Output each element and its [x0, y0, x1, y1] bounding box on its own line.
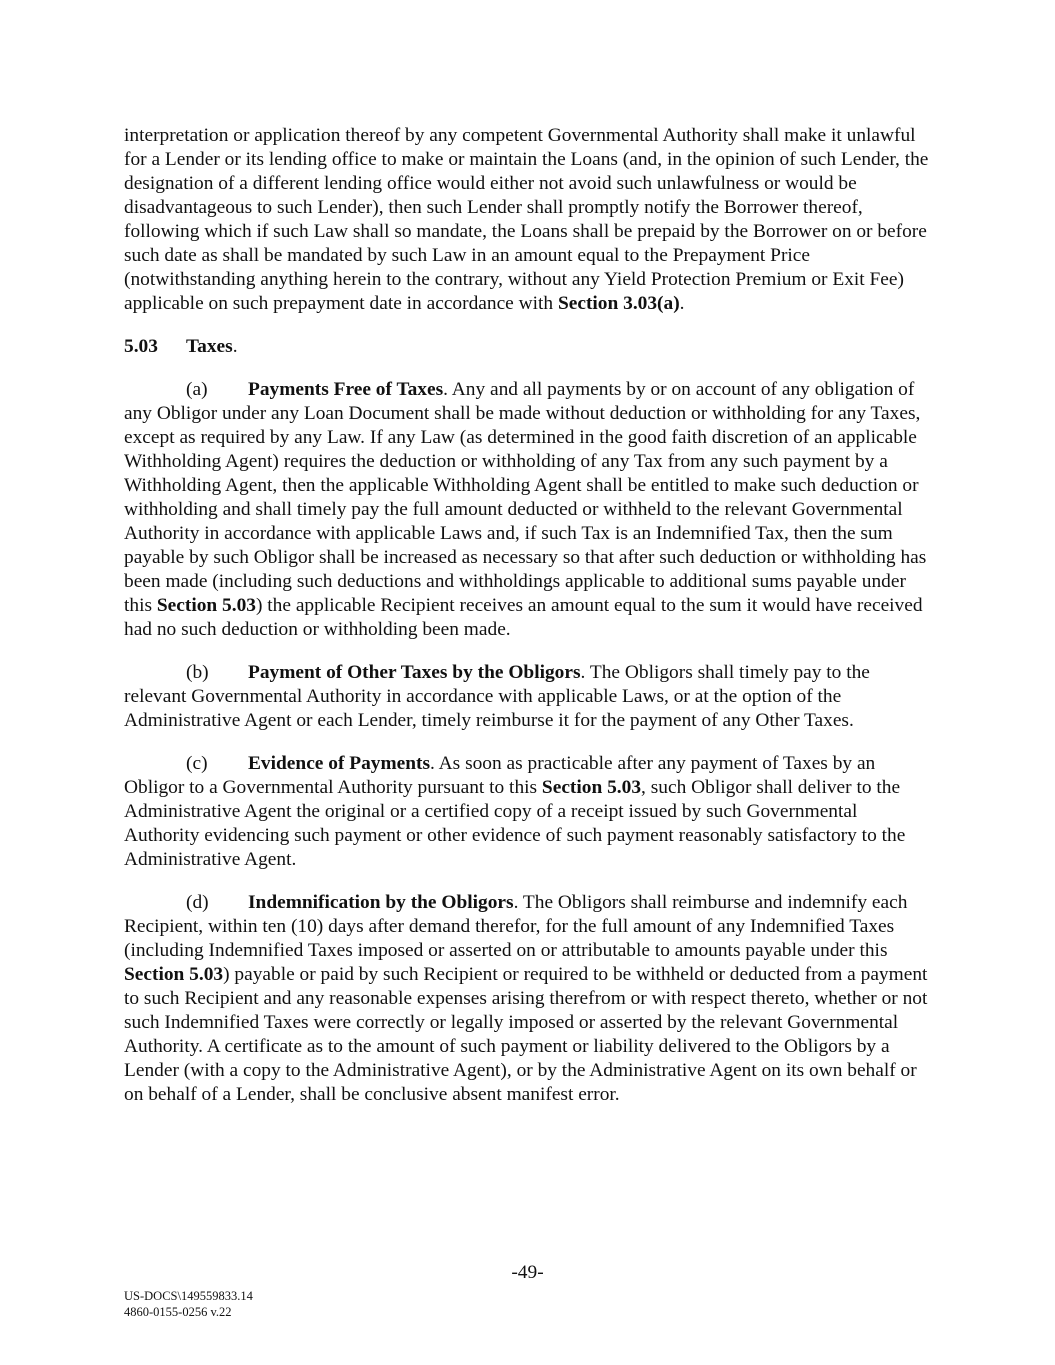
subsection-title: Indemnification by the Obligors	[248, 892, 514, 913]
subsection-title: Payments Free of Taxes	[248, 379, 444, 400]
section-reference: Section 5.03	[124, 964, 224, 985]
section-number: 5.03	[124, 336, 158, 357]
document-body	[124, 124, 934, 1126]
subsection-label: (a)	[186, 379, 208, 400]
subsection-label: (c)	[186, 753, 208, 774]
section-title: Taxes	[186, 336, 233, 357]
continuation-paragraph: interpretation or application thereof by any competent Governmental Authority shall make it unlawful for a Lender or its lending office to make or maintain the Loans (and, in the opinion of such Lender, the designation of a different lending office would either not avoid such unlawfulness or would be disadvantageous to such Lender), then such Lender shall promptly notify the Borrower thereof, following which if such Law shall so mandate, the Loans shall be prepaid by the Borrower on or before such date as shall be mandated by such Law in an amount equal to the Prepayment Price (notwithstanding anything herein to the contrary, without any Yield Protection Premium or Exit Fee) applicable on such prepayment date in accordance with Section 3.03(a).	[124, 125, 929, 314]
subsection-b: (b) Payment of Other Taxes by the Obligors. The Obligors shall timely pay to the relevant Governmental Authority in accordance with applicable Laws, or at the option of the Administrative Agent or each Lender, timely reimburse it for the payment of any Other Taxes.	[124, 662, 870, 731]
section-heading: 5.03 Taxes.	[124, 336, 238, 357]
subsection-c: (c) Evidence of Payments. As soon as practicable after any payment of Taxes by an Obligor to a Governmental Authority pursuant to this Section 5.03, such Obligor shall deliver to the Administrative Agent the original or a certified copy of a receipt issued by such Governmental Authority evidencing such payment or other evidence of such payment reasonably satisfactory to the Administrative Agent.	[124, 753, 906, 870]
page-number: -49-	[511, 1262, 544, 1283]
doc-version: 4860-0155-0256 v.22	[124, 1305, 232, 1319]
section-reference: Section 3.03(a)	[557, 293, 680, 314]
section-reference: Section 5.03	[156, 595, 256, 616]
subsection-label: (b)	[186, 662, 209, 683]
subsection-title: Evidence of Payments	[248, 753, 431, 774]
subsection-a: (a) Payments Free of Taxes. Any and all payments by or on account of any obligation of any Obligor under any Loan Document shall be made without deduction or withholding for any Taxes, except as required by any Law. If any Law (as determined in the good faith discretion of an applicable Withholding Agent) requires the deduction or withholding of any Tax from any such payment by a Withholding Agent, then the applicable Withholding Agent shall be entitled to make such deduction or withholding and shall timely pay the full amount deducted or withheld to the relevant Governmental Authority in accordance with applicable Laws and, if such Tax is an Indemnified Tax, then the sum payable by such Obligor shall be increased as necessary so that after such deduction or withholding has been made (including such deductions and withholdings applicable to additional sums payable under this Section 5.03) the applicable Recipient receives an amount equal to the sum it would have received had no such deduction or withholding been made.	[124, 379, 927, 640]
doc-id: US-DOCS\149559833.14	[124, 1289, 253, 1303]
section-reference: Section 5.03	[541, 777, 642, 798]
document-footer	[124, 1288, 253, 1320]
subsection-label: (d)	[186, 892, 209, 913]
subsection-d: (d) Indemnification by the Obligors. The Obligors shall reimburse and indemnify each Recipient, within ten (10) days after demand therefor, for the full amount of any Indemnified Taxes (including Indemnified Taxes imposed or asserted on or attributable to amounts payable under this Section 5.03) payable or paid by such Recipient or required to be withheld or deducted from a payment to such Recipient and any reasonable expenses arising therefrom or with respect thereto, whether or not such Indemnified Taxes were correctly or legally imposed or asserted by the relevant Governmental Authority. A certificate as to the amount of such payment or liability delivered to the Obligors by a Lender (with a copy to the Administrative Agent), or by the Administrative Agent on its own behalf or on behalf of a Lender, shall be conclusive absent manifest error.	[124, 892, 928, 1105]
subsection-title: Payment of Other Taxes by the Obligors	[248, 662, 581, 683]
